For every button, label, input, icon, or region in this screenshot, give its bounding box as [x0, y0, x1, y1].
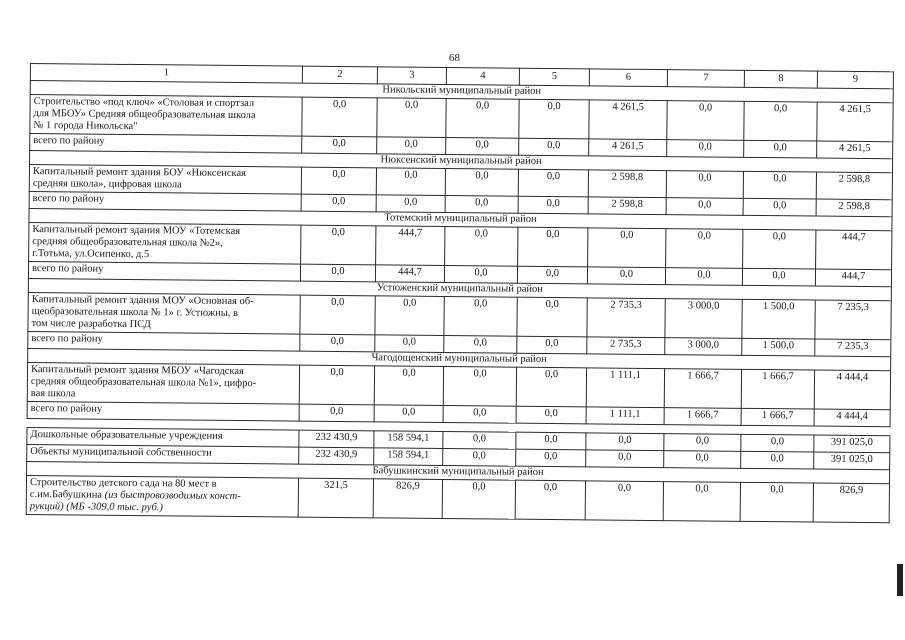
column-header: 8 [744, 70, 817, 88]
total-cell: 0,0 [446, 137, 519, 155]
total-cell: 444,7 [375, 265, 444, 283]
value-cell: 0,0 [302, 97, 377, 137]
total-cell: 2 735,3 [587, 337, 665, 355]
total-cell: 4 444,4 [814, 409, 890, 427]
total-cell: 0,0 [519, 138, 589, 156]
value-cell: 0,0 [445, 168, 518, 196]
value-cell: 2 598,8 [588, 170, 666, 198]
total-cell: 0,0 [743, 198, 816, 216]
value-cell: 0,0 [445, 226, 518, 266]
value-cell: 826,9 [813, 483, 889, 523]
column-header: 6 [589, 69, 667, 87]
summary-cell: 0,0 [586, 433, 664, 451]
summary-cell: 158 594,1 [374, 448, 443, 466]
total-cell: 0,0 [665, 268, 742, 286]
total-cell: 4 261,5 [817, 141, 893, 159]
total-cell: 0,0 [444, 335, 517, 353]
total-cell: 0,0 [742, 268, 815, 286]
object-name-line: г.Тотьма, ул.Осипенко, д.5 [32, 248, 150, 261]
value-cell: 4 261,5 [817, 102, 893, 142]
value-cell: 0,0 [443, 366, 516, 406]
summary-cell: 0,0 [516, 449, 586, 467]
total-cell: 0,0 [517, 266, 587, 284]
column-header: 4 [446, 67, 519, 85]
object-name [30, 95, 302, 137]
column-header: 1 [30, 64, 302, 84]
total-cell: 0,0 [299, 404, 374, 422]
value-cell: 3 000,0 [665, 299, 742, 339]
total-cell: 0,0 [744, 140, 817, 158]
object-name-line: Строительство «под ключ» «Столовая и спортзал [33, 96, 255, 110]
total-label: всего по району [28, 261, 300, 281]
object-name-line: том числе разработка ПСД [31, 318, 151, 331]
value-cell: 0,0 [442, 479, 515, 519]
summary-cell: 0,0 [741, 451, 814, 469]
total-cell: 0,0 [587, 267, 665, 285]
value-cell: 0,0 [374, 366, 443, 406]
object-name-line: Капитальный ремонт здания МОУ «Основная об- [31, 294, 254, 308]
total-cell: 0,0 [374, 405, 443, 423]
value-cell: 0,0 [663, 482, 740, 522]
total-cell: 3 000,0 [665, 338, 742, 356]
value-cell: 0,0 [301, 225, 376, 265]
object-name-line: № 1 города Никольска" [33, 120, 138, 133]
value-cell: 0,0 [667, 101, 744, 141]
object-name [26, 475, 298, 517]
value-cell: 0,0 [376, 168, 445, 196]
object-name-line: Капитальный ремонт здания БОУ «Нюксенская [32, 166, 247, 180]
summary-cell: 391 025,0 [814, 452, 890, 470]
value-cell: 0,0 [519, 99, 589, 139]
object-name [29, 222, 301, 264]
total-label: всего по району [28, 331, 300, 351]
value-cell: 826,9 [373, 479, 442, 519]
value-cell: 0,0 [743, 171, 816, 199]
value-cell: 4 444,4 [814, 370, 890, 410]
summary-cell: 0,0 [443, 448, 516, 466]
object-name-line: Капитальный ремонт здания МОУ «Тотемская [32, 224, 241, 238]
value-cell: 4 261,5 [589, 100, 667, 140]
value-cell: 0,0 [375, 296, 444, 336]
value-cell: 0,0 [515, 480, 585, 520]
value-cell: 0,0 [666, 229, 743, 269]
value-cell: 0,0 [743, 229, 816, 269]
district-name: Устюженский муниципальный район [28, 278, 891, 300]
total-cell: 1 666,7 [664, 408, 741, 426]
total-cell: 1 666,7 [741, 408, 814, 426]
object-name-line: средняя общеобразовательная школа №2», [32, 236, 223, 249]
value-cell: 0,0 [516, 367, 586, 407]
object-name-line: вая школа [30, 388, 76, 400]
value-cell: 0,0 [446, 98, 519, 138]
value-cell: 1 500,0 [742, 299, 815, 339]
summary-cell: 0,0 [664, 451, 741, 469]
value-cell: 2 735,3 [587, 298, 665, 338]
total-cell: 1 111,1 [586, 407, 664, 425]
summary-cell: 232 430,9 [299, 430, 374, 448]
summary-cell: 0,0 [664, 434, 741, 452]
value-cell: 1 111,1 [586, 368, 664, 408]
total-cell: 0,0 [444, 265, 517, 283]
object-name-line: щеобразовательная школа № 1» г. Устюжны, в [31, 306, 239, 320]
summary-label: Дошкольные образовательные учреждения [27, 427, 299, 447]
total-cell: 0,0 [375, 335, 444, 353]
scan-edge-mark [897, 564, 903, 596]
total-cell: 2 598,8 [588, 197, 666, 215]
value-cell: 321,5 [298, 478, 373, 518]
object-name-line: средняя школа», цифровая школа [32, 178, 182, 191]
column-header: 2 [302, 66, 377, 84]
total-cell: 0,0 [377, 137, 446, 155]
value-cell: 444,7 [816, 230, 892, 270]
value-cell: 444,7 [376, 226, 445, 266]
total-cell: 0,0 [445, 195, 518, 213]
object-row [26, 475, 889, 522]
total-cell: 0,0 [300, 264, 375, 282]
total-cell: 0,0 [300, 334, 375, 352]
budget-table [26, 63, 894, 523]
total-cell: 0,0 [301, 194, 376, 212]
district-name: Нюксенский муниципальный район [30, 151, 893, 173]
object-name-line: Капитальный ремонт здания МБОУ «Чагодская [31, 364, 244, 378]
value-cell: 0,0 [517, 297, 587, 337]
value-cell: 0,0 [740, 482, 813, 522]
value-cell: 7 235,3 [815, 300, 891, 340]
district-name: Тотемский муниципальный район [29, 208, 892, 230]
value-cell: 0,0 [299, 365, 374, 405]
summary-cell: 158 594,1 [374, 431, 443, 449]
value-cell: 0,0 [444, 296, 517, 336]
total-cell: 0,0 [666, 198, 743, 216]
summary-cell: 232 430,9 [299, 447, 374, 465]
column-header: 5 [519, 68, 589, 86]
object-name-note: (из быстровозводимых конст- [104, 489, 241, 503]
total-cell: 0,0 [667, 140, 744, 158]
summary-cell: 0,0 [443, 431, 516, 449]
summary-label: Объекты муниципальной собственности [27, 444, 299, 464]
value-cell: 0,0 [666, 171, 743, 199]
value-cell: 1 666,7 [741, 369, 814, 409]
district-name: Бабушкинский муниципальный район [27, 461, 890, 483]
object-name [27, 362, 299, 404]
column-header: 7 [667, 70, 744, 88]
summary-cell: 0,0 [741, 434, 814, 452]
object-name-line: для МБОУ» Средняя общеобразовательная школа [33, 108, 256, 122]
total-cell: 1 500,0 [742, 338, 815, 356]
total-cell: 0,0 [516, 406, 586, 424]
value-cell: 0,0 [518, 169, 588, 197]
object-name-line: Строительство детского сада на 80 мест в [29, 477, 217, 490]
total-cell: 2 598,8 [816, 199, 892, 217]
total-label: всего по району [27, 401, 299, 421]
value-cell: 1 666,7 [664, 369, 741, 409]
column-header: 9 [817, 71, 893, 89]
total-cell: 0,0 [518, 196, 588, 214]
value-cell: 2 598,8 [816, 172, 892, 200]
summary-cell: 0,0 [516, 432, 586, 450]
page-number: 68 [449, 52, 460, 64]
summary-cell: 0,0 [586, 450, 664, 468]
district-name: Чагодощенский муниципальный район [28, 348, 891, 370]
value-cell: 0,0 [585, 481, 663, 521]
total-cell: 0,0 [443, 405, 516, 423]
total-cell: 0,0 [302, 136, 377, 154]
column-header: 3 [377, 67, 446, 85]
value-cell: 0,0 [744, 101, 817, 141]
total-cell: 4 261,5 [589, 139, 667, 157]
object-name [28, 292, 300, 334]
total-cell: 0,0 [376, 195, 445, 213]
total-cell: 444,7 [815, 269, 891, 287]
summary-cell: 391 025,0 [814, 435, 890, 453]
total-label: всего по району [30, 134, 302, 154]
value-cell: 0,0 [518, 227, 588, 267]
object-name-text: с.им.Бабушкина [29, 489, 105, 501]
object-name-line: средняя общеобразовательная школа №1», цифро- [30, 376, 257, 390]
total-cell: 0,0 [517, 336, 587, 354]
value-cell: 0,0 [377, 98, 446, 138]
object-name-note: рукций) (МБ -309,0 тыс. руб.) [29, 501, 163, 514]
total-cell: 7 235,3 [815, 339, 891, 357]
value-cell: 0,0 [300, 295, 375, 335]
value-cell: 0,0 [588, 228, 666, 268]
value-cell: 0,0 [301, 167, 376, 195]
object-name [29, 165, 301, 195]
district-name: Никольский муниципальный район [30, 81, 893, 103]
total-label: всего по району [29, 191, 301, 211]
